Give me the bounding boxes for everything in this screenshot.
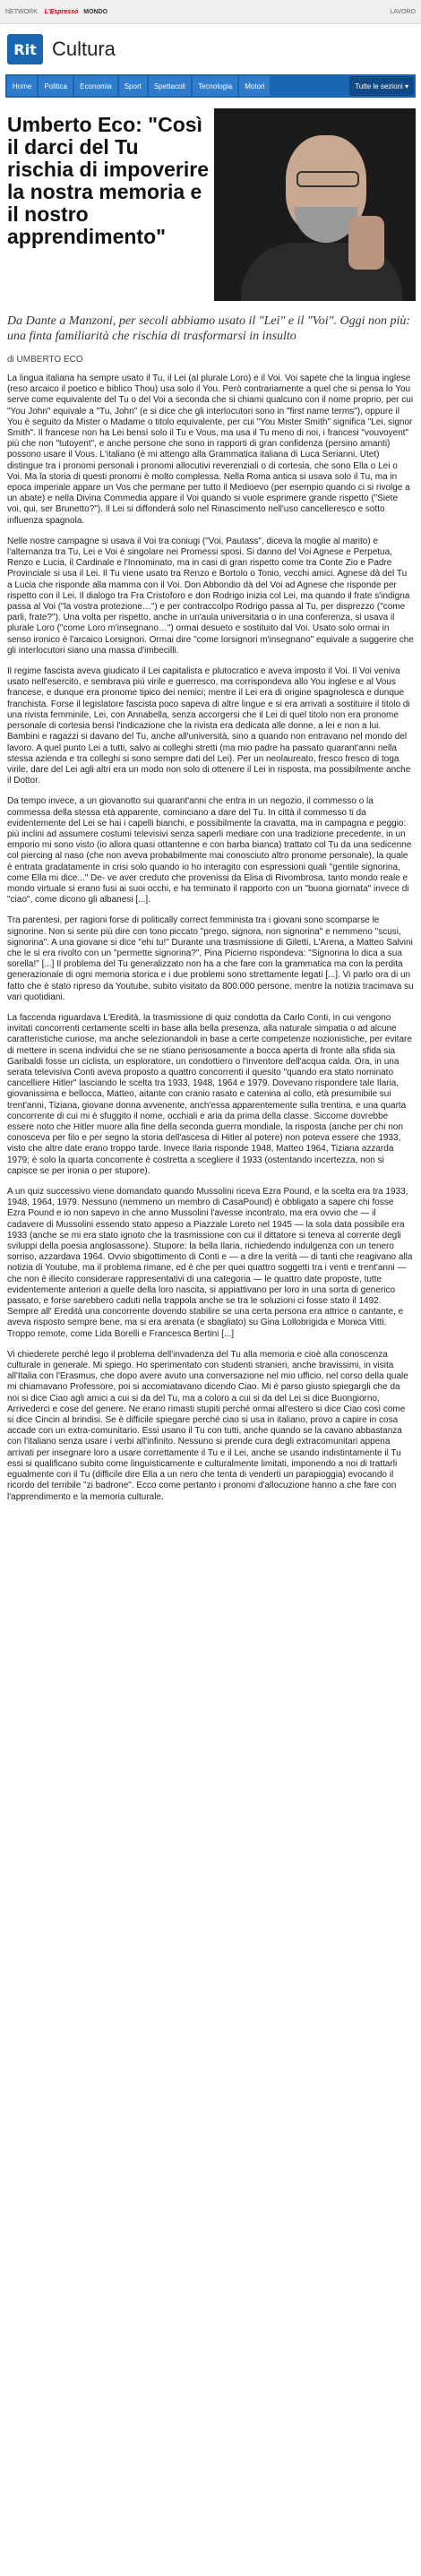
article-photo [214, 108, 416, 301]
article-paragraph: Nelle nostre campagne si usava il Voi tra coniugi ("Voi, Pautass", diceva la moglie al marito) e l'alternanza tra Tu, Lei e Voi è singolare nei Promessi sposi. Si danno del Voi Agnese e Perpetua, Renzo e Lucia, il Cardinale e l'Innominato, ma in casi di gran rispetto come tra Conte Zio e Padre Provinciale si usa il Lei. Il Tu viene usato tra Renzo e Bortolo o Tonio, vecchi amici. Agnese dà del Tu a Lucia che risponde alla mamma con il Voi. Don Abbondio dà del Voi ad Agnese che risponde per rispetto con il Lei. Il dialogo tra Fra Cristoforo e don Rodrigo inizia col Lei, ma quando il frate s'indigna passa al Voi ("la vostra protezione…") e per contraccolpo Rodrigo passa al Tu, per disprezzo ("come parli, frate?"). Una volta per rispetto, anche in un'aula universitaria o in una conferenza, si usava il plurale Loro ("come Loro m'insegnano…") ormai desueto e sostituito dal Voi. Usato solo ormai in senso ironico è l'arcaico Lorsignori. Ormai dire "come lorsignori m'insegnano" equivale a suggerire che gli interlocutori siano una massa d'imbecilli. [7, 536, 414, 656]
article-paragraph: Da tempo invece, a un giovanotto sui quarant'anni che entra in un negozio, il commesso o la commessa della stessa età apparente, cominciano a dare del Tu. In città il commesso ti da evidentemente del Lei se hai i capelli bianchi, e possibilmente la cravatta, ma in campagna e peggio: più inclini ad assumere costumi televisivi senza saperli mediare con una tradizione precedente, in un emporio mi sono visto (io allora quasi ottantenne e con barba bianca) trattato col Tu da una sedicenne col piercing al naso (che non aveva probabilmente mai conosciuto altro pronome personale), la quale è entrata gradatamente in crisi solo quando io ho interagito con espressioni quali "gentile signorina, come Ella mi dice..." De- ve aver creduto che provenissi da Elisa di Rivombrosa, tanto mondo reale e mondo virtuale si erano fusi ai suoi occhi, e ha terminato il rapporto con un "buona giornata" invece di "ciao", come dicono gli albanesi [...]. [7, 796, 412, 906]
article-paragraph: Il regime fascista aveva giudicato il Lei capitalista e plutocratico e aveva imposto il Voi. Il Voi veniva usato nell'esercito, e sembrava più virile e guerresco, ma corrispondeva allo You inglese e al Vous francese, e dunque era pronome tipico dei nemici; mentre il Lei era di origine spagnolesca e dunque franchista. Forse il legislatore fascista poco sapeva di altre lingue e si era arrivati a sostituire il titolo di una rivista femminile, Lei, con Annabella, senza accorgersi che il Lei di quel titolo non era pronome personale di cortesia bensì l'indicazione che la rivista era dedicata alle donne, a lei e non a lui. Bambini e ragazzi si davano del Tu, anche all'università, sino a quando non entravano nel mondo del lavoro. A quel punto Lei a tutti, salvo ai colleghi stretti (ma mio padre ha passato quarant'anni nella stessa azienda e tra colleghi si sono sempre dati del Lei). Per un neolaureato, fresco fresco di toga virile, dare del Lei agli altri era un modo non solo di ottenere il Lei in risposta, ma possibilmente anche il Dottor. [7, 666, 411, 786]
main-nav [5, 74, 416, 98]
article-paragraph: Vi chiederete perché lego il problema dell'invadenza del Tu alla memoria e cioè alla conoscenza culturale in generale. Mi spiego. Ho sperimentato con studenti stranieri, anche bravissimi, in visita all'Italia con l'Erasmus, che dopo avere avuto una conversazione nel mio ufficio, nel corso della quale mi chiamavano Professore, poi si accomiatavano dicendo Ciao. Mi è parso giusto spiegargli che da noi si dice Ciao agli amici a cui si da del Tu, ma a coloro a cui si da del Lei si dice Buongiorno, Arrivederci e cose del genere. Ne erano rimasti stupiti perché ormai all'estero si dice Ciao così come si dice Cincin al brindisi. Se è difficile spiegare perché ciao si usa in italiano, provo a capire in cosa accade con un extra-comunitario. Essi usano il Tu con tutti, anche quando se la cavano abbastanza con l'italiano senza usare i verbi all'infinito. Nessuno si prende cura degli extracomunitari appena arrivati per insegnare loro a usare correttamente il Tu e il Lei, anche se usando indistintamente il Tu essi si qualificano subito come linguisticamente e culturalmente limitati, imponendo a noi di trattarli egualmente con il Tu (difficile dire Ella a un nero che tenta di venderti un parapioggia) evocando il ricordo del terribile "zi badrone". Ecco come pertanto i pronomi d'allocuzione hanno a che fare con l'apprendimento e la memoria culturale. [7, 1349, 408, 1502]
nav-item-motori[interactable]: Motori [239, 76, 270, 96]
section-title: Cultura [52, 38, 116, 60]
article-body [7, 374, 414, 1503]
photo-glasses-shape [296, 171, 359, 187]
photo-hand-shape [348, 216, 384, 270]
nav-item-economia[interactable]: Economia [74, 76, 117, 96]
article-author: di UMBERTO ECO [7, 355, 83, 365]
lavoro-link[interactable]: LAVORO [390, 8, 416, 15]
site-logo[interactable]: Rit [7, 34, 43, 64]
article-title: Umberto Eco: "Così il darci del Tu rischia di impoverire la nostra memoria e il nostro apprendimento" [7, 113, 209, 248]
nav-item-sport[interactable]: Sport [119, 76, 147, 96]
article-paragraph: La lingua italiana ha sempre usato il Tu, il Lei (al plurale Loro) e il Voi. Voi sapete che la lingua inglese (reso arcaico il poetico e biblico Thou) usa solo il You. Però contrariamente a quel che si pensa lo You serve come equivalente del Tu o del Voi a seconda che si chiami qualcuno con il nome proprio, per cui "You John" equivale a "Tu, John" (e si dice che gli interlocutori sono in "first name terms"), oppure il You è seguito da Mister o Madame o titolo equivalente, per cui "You Mister Smith" significa "Lei, signor Smith". Il francese non ha Lei bensì solo il Tu e Vous, ma usa il Tu meno di noi, i francesi "vouvoyent" più che non "tutoyent", e anche persone che sono in rapporti di gran confidenza (persino amanti) possono usare il Vous. L'italiano (è mi attengo alla Grammatica italiana di Luca Serianni, Utet) distingue tra i pronomi personali i pronomi allocutivi reverenziali o di cortesia, che sono Ella o Lei o Voi. Ma la storia di questi pronomi è molto complessa. Nella Roma antica si usava solo il Tu, ma in epoca imperiale appare un Vos che permane per tutto il Medioevo (per esempio quando ci si rivolge a un abate) e nella Divina Commedia appare il Voi quando si vuole esprimere grande rispetto ("Siete voi, qui, ser Brunetto?"). Il Lei si diffonderà solo nel Rinascimento nell'uso cancelleresco e sotto influenza spagnola. [7, 374, 414, 526]
article-paragraph: La faccenda riguardava L'Eredità, la trasmissione di quiz condotta da Carlo Conti, in cui vengono invitati concorrenti certamente scelti in base alla bella presenza, alla naturale simpatia o ad alcune caratteristiche curiose, ma anche selezionandoli in base a certe competenze nozionistiche, per evitare di mettere in scena individui che se ne stiano pensosamente a bocca aperta di fronte alla sfida sia Garibaldi fosse un ciclista, un esploratore, un condottiero o l'inventore dell'acqua calda. Ora, in una serata televisiva Conti aveva proposto a quattro concorrenti il quesito "quando era stato nominato cancelliere Hitler" lasciando le scelta tra 1933, 1948, 1964 e 1979. Dovevano rispondere tale Ilaria, giovanissima e bellocca, Matteo, aitante con cranio rasato e catenina al collo, età presumibile sui trent'anni, Tiziana, giovane donna avvenente, anch'essa apparentemente sulla trentina, e una quarta concorrente di cui mi è sfuggito il nome, occhiali e aria da prima della classe. Siccome dovrebbe essere noto che Hitler muore alla fine della seconda guerra mondiale, la risposta (anche per chi non conosceva per filo e per segno la storia dell'ascesa di Hitler al potere) non poteva essere che 1933, visto che altre date erano troppo tarde. Invece Ilaria risponde 1948, Matteo 1964, Tiziana azzarda 1979; è solo la quarta concorrente è costretta a scegliere il 1933 (ostentando incertezza, non si capisce se per ironia o per stupore). [7, 1012, 412, 1176]
nav-item-home[interactable]: Home [7, 76, 37, 96]
article-hero [5, 108, 416, 301]
nav-item-tecnologia[interactable]: Tecnologia [193, 76, 237, 96]
espresso-link[interactable]: L'Espresso [44, 8, 79, 15]
nav-item-spettacoli[interactable]: Spettacoli [149, 76, 191, 96]
network-label[interactable]: NETWORK [5, 8, 38, 15]
article-subtitle: Da Dante a Manzoni, per secoli abbiamo usato il "Lei" e il "Voi". Oggi non più: una finta familiarità che rischia di trasformarsi in insulto [7, 314, 411, 343]
top-network-bar [0, 0, 421, 24]
mondo-link[interactable]: MONDO [83, 8, 108, 15]
article-paragraph: Tra parentesi, per ragioni forse di politically correct femminista tra i giovani sono scomparse le signorine. Non si sente più dire con tono piccato "prego, signora, non signorina" e nemmeno "scusi, signorina". A una giovane si dice "ehi tu!" Durante una trasmissione di Giletti, L'Arena, a Matteo Salvini che le si era rivolto con un "permette signorina?", Pina Picierno rispondeva: "Signorina lo dica a sua sorella!" [...] Il problema del Tu generalizzato non ha a che fare con la grammatica ma con la perdita generazionale di ogni memoria storica e i due problemi sono strettamente legati [...]. Vi parlo ora di un fatto che è stato ripreso da Youtube, subito visitato da 800.000 persone, mentre la notizia tracimava su vari quotidiani. [7, 915, 414, 1002]
article-paragraph: A un quiz successivo viene domandato quando Mussolini riceva Ezra Pound, e la scelta era tra 1933, 1948, 1964, 1979. Nessuno (nemmeno un membro di CasaPound) è obbligato a sapere chi fosse Ezra Pound e io non sapevo in che anno Mussolini l'avesse incontrato, ma era ovvio che — il cadavere di Mussolini essendo stato appeso a Piazzale Loreto nel 1945 — la sola data possibile era 1933 (anche se mi era stato ignoto che la trasmissione con cui il dittatore si teneva al corrente degli sviluppi della poesia anglosassone). Stupore: la bella Ilaria, richiedendo indulgenza con un tenero sorriso, azzardava 1964. Ovvio sbigottimento di Conti e — a dire la verità — di tanti che reagivano alla notizia di Youtube, ma il problema rimane, ed è che per quei quattro soggetti tra i venti e trent'anni — che non è illecito considerare rappresentativi di una categoria — le quattro date proposte, tutte evidentemente anteriori a quelle della loro nascita, si appiattivano per loro in una sorta di generico passato, e forse sarebbero caduti nella trappola anche se tra le soluzioni ci fosse stato il 1492. Sempre all' Eredità una concorrente dovendo stabilire se una certa persona era attrice o cantante, e aveva risposto sempre bene, ma si era arenata (e sbagliato) su Gina Lollobrigida e Monica Vitti. Troppo remote, come Lida Borelli e Francesca Bertini [...] [7, 1187, 413, 1339]
nav-all-sections-button[interactable]: Tutte le sezioni ▾ [349, 76, 414, 96]
nav-item-politica[interactable]: Politica [39, 76, 73, 96]
site-header [0, 24, 421, 74]
